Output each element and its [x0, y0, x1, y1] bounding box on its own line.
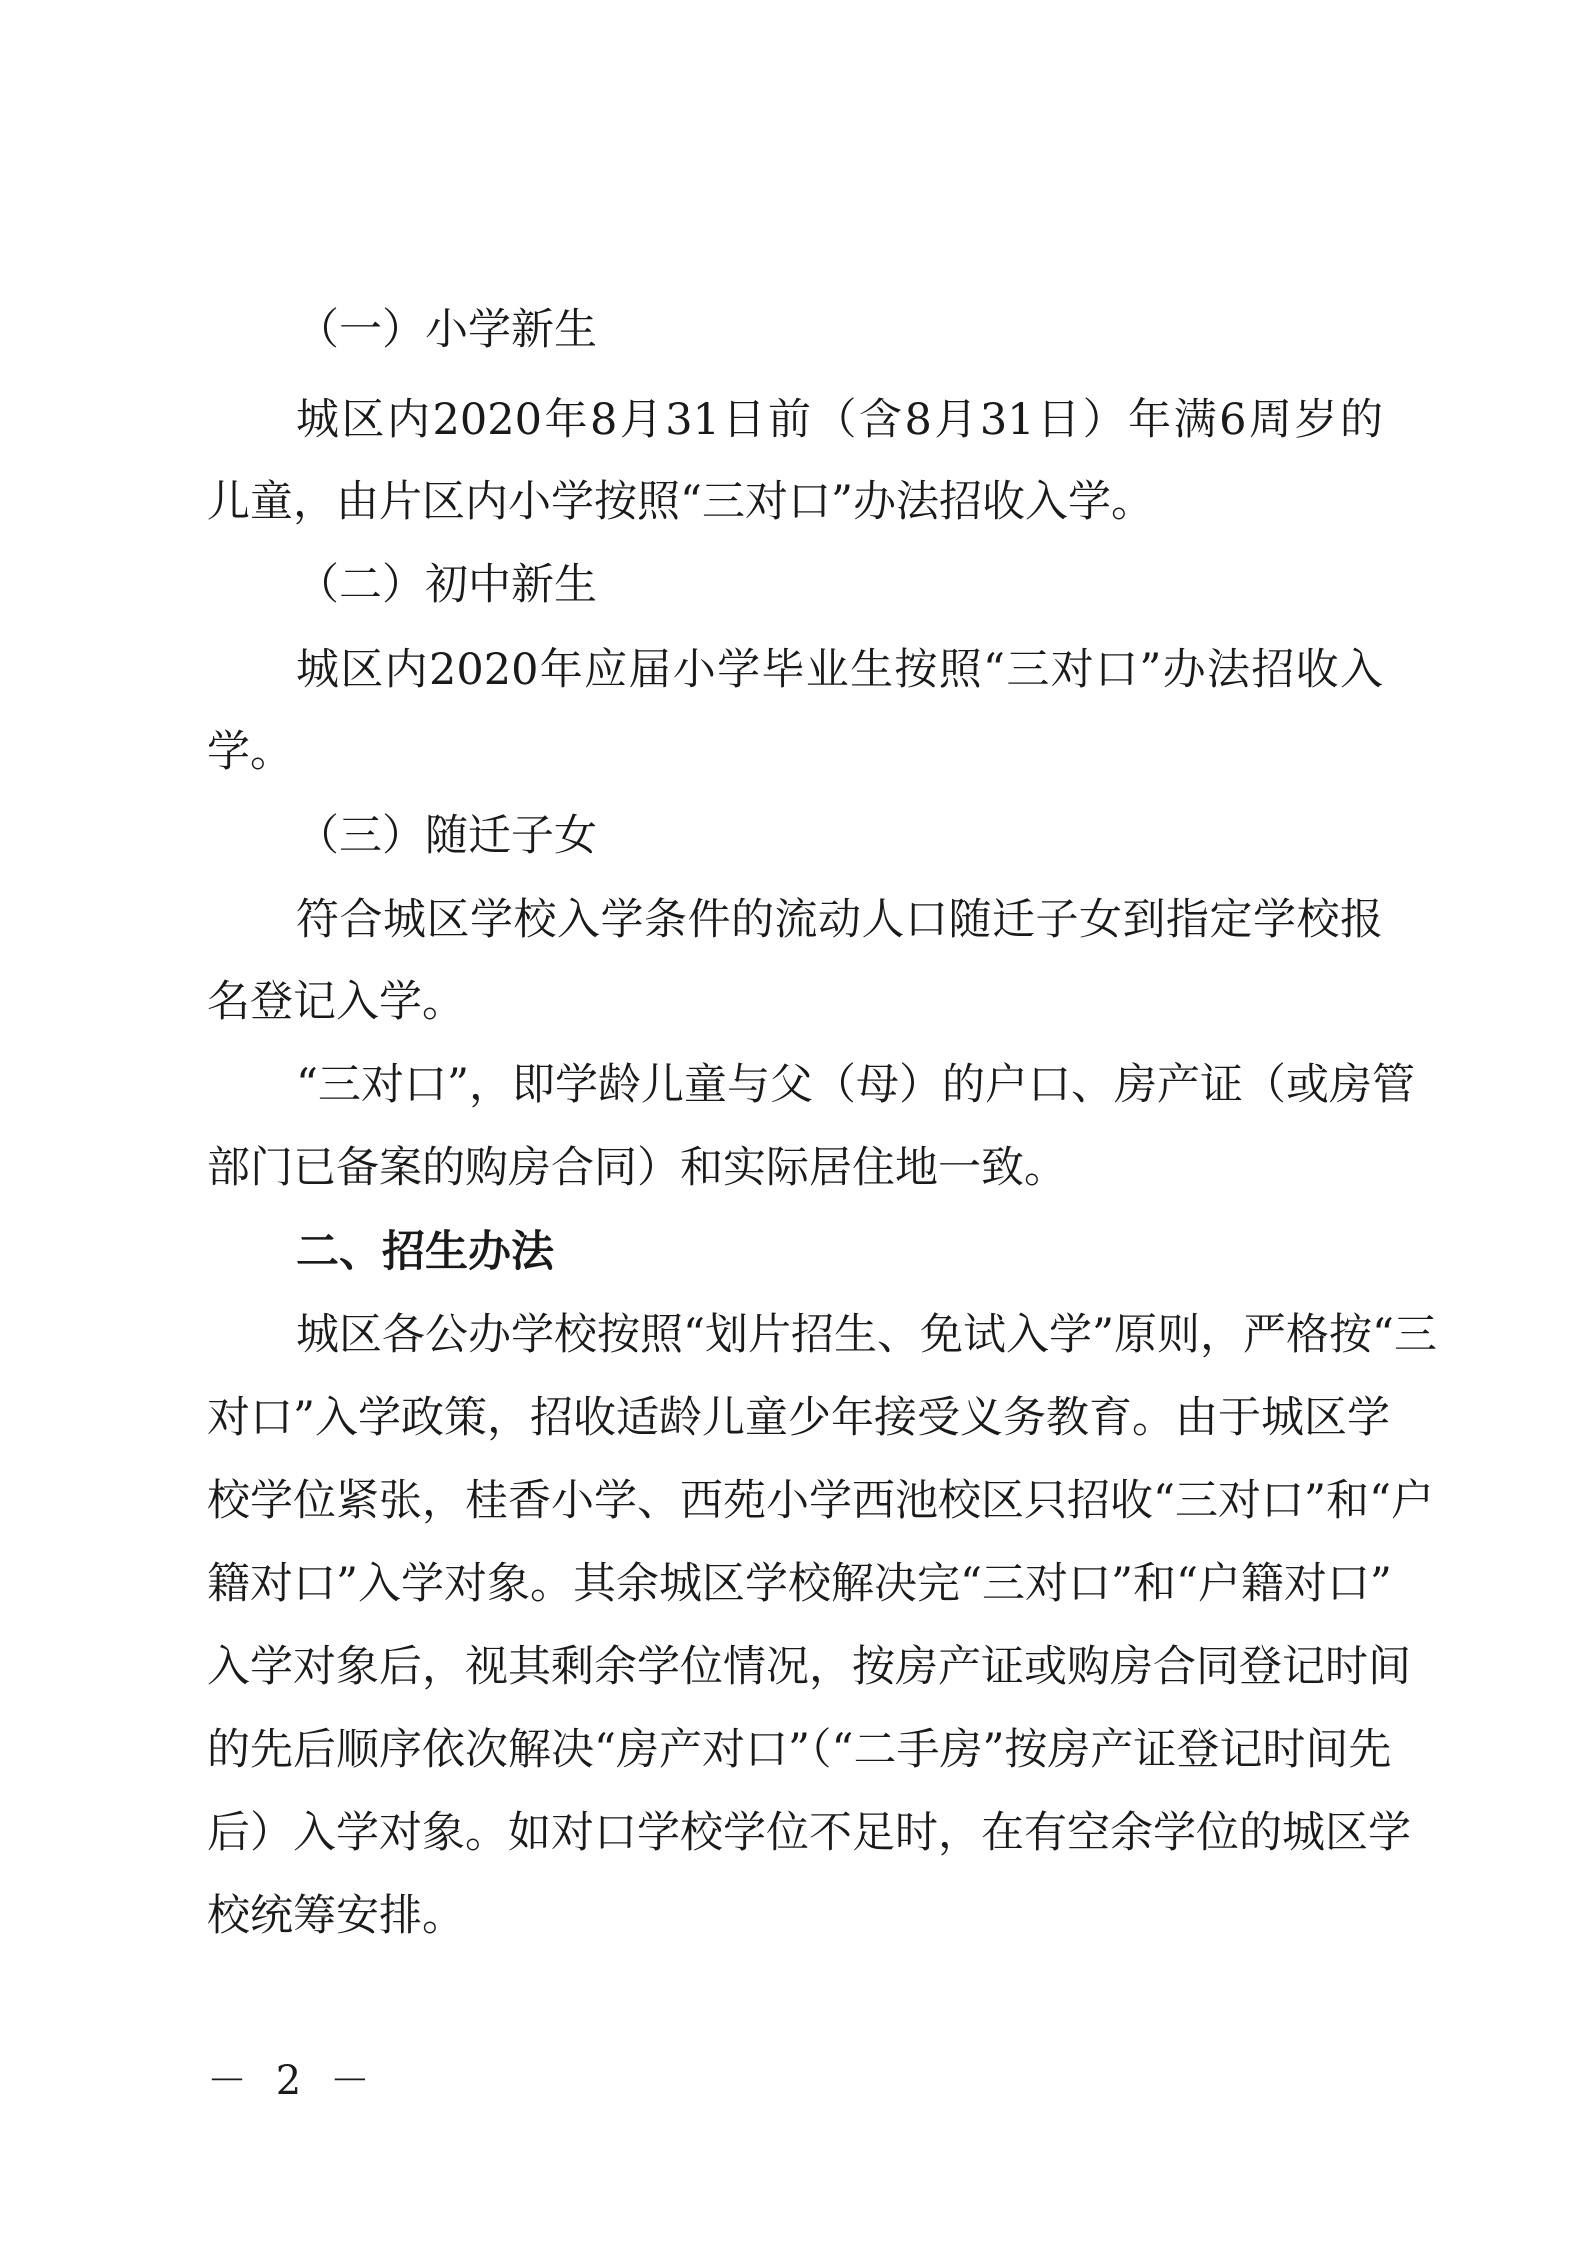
- paragraph-line: 符合城区学校入学条件的流动人口随迁子女到指定学校报: [296, 895, 1383, 945]
- paragraph-line: 城区各公办学校按照“划片招生、免试入学”原则，严格按“三: [296, 1310, 1437, 1360]
- paragraph-line: 城区内2020年8月31日前（含8月31日）年满6周岁的: [296, 395, 1383, 445]
- paragraph-line: 儿童，由片区内小学按照“三对口”办法招收入学。: [207, 477, 1154, 527]
- subheading-migrant-children: （三）随迁子女: [296, 811, 597, 861]
- paragraph-line: 学。: [207, 727, 293, 777]
- section-heading-enrollment-method: 二、招生办法: [296, 1227, 554, 1277]
- paragraph-line: 后）入学对象。如对口学校学位不足时，在有空余学位的城区学: [207, 1808, 1411, 1858]
- paragraph-line: 籍对口”入学对象。其余城区学校解决完“三对口”和“户籍对口”: [207, 1559, 1392, 1609]
- paragraph-line: 城区内2020年应届小学毕业生按照“三对口”办法招收入: [296, 645, 1383, 695]
- paragraph-line: 入学对象后，视其剩余学位情况，按房产证或购房合同登记时间: [207, 1642, 1411, 1692]
- paragraph-line: 的先后顺序依次解决“房产对口”（“二手房”按房产证登记时间先: [207, 1725, 1392, 1775]
- paragraph-line: 校学位紧张，桂香小学、西苑小学西池校区只招收“三对口”和“户: [207, 1476, 1434, 1526]
- subheading-middle-school: （二）初中新生: [296, 560, 597, 610]
- subheading-primary-school: （一）小学新生: [296, 305, 597, 355]
- paragraph-line: 对口”入学政策，招收适龄儿童少年接受义务教育。由于城区学: [207, 1393, 1390, 1443]
- page-number: － 2 －: [207, 2058, 378, 2104]
- paragraph-line: 部门已备案的购房合同）和实际居住地一致。: [207, 1143, 1067, 1193]
- paragraph-line: 校统筹安排。: [207, 1891, 465, 1941]
- paragraph-line: 名登记入学。: [207, 977, 465, 1027]
- paragraph-line: “三对口”，即学龄儿童与父（母）的户口、房产证（或房管: [296, 1060, 1415, 1110]
